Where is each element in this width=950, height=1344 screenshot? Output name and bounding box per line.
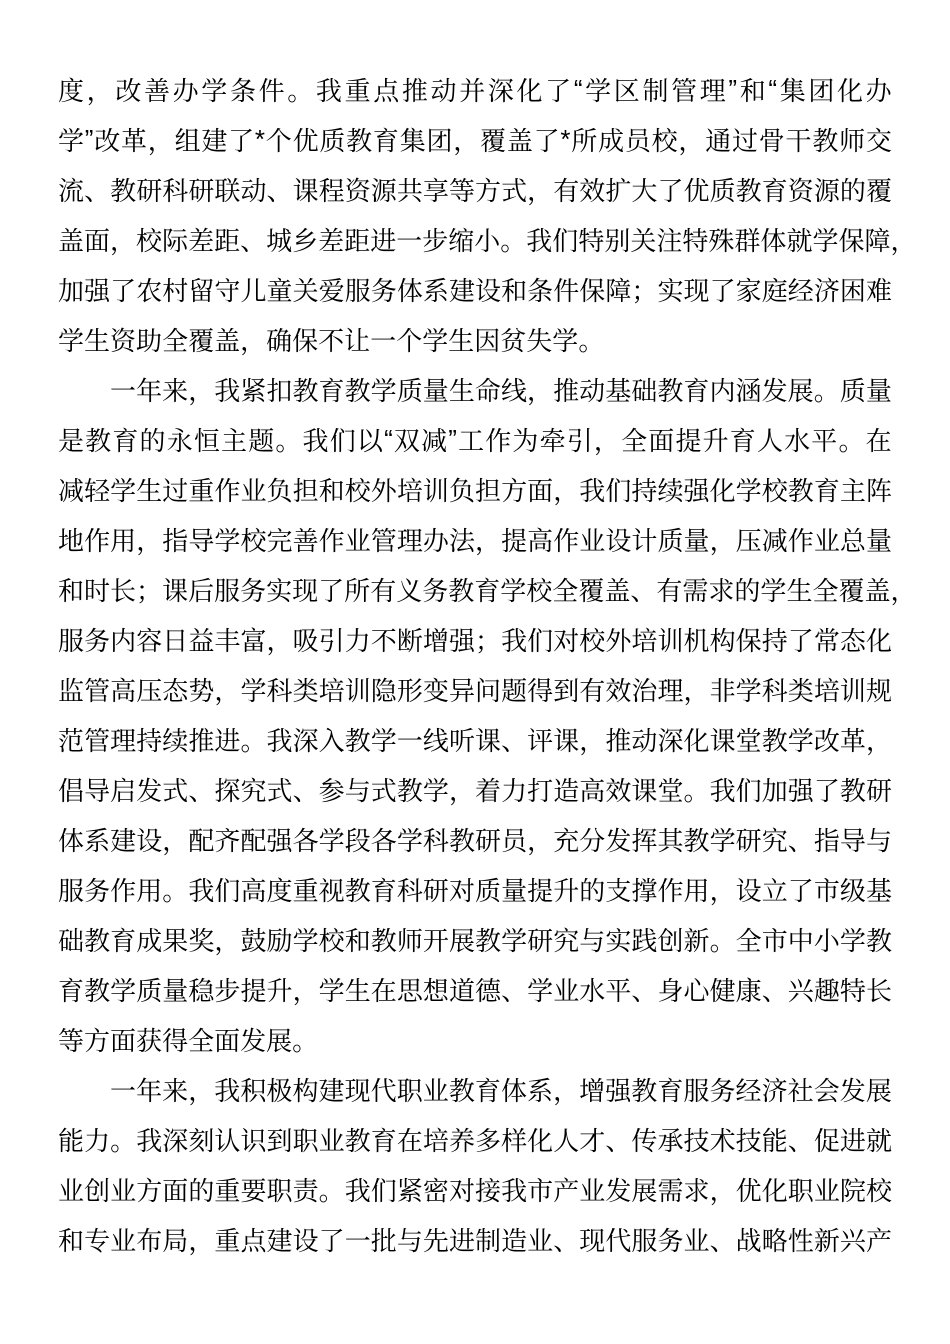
text-line: 学 生 资 助 全 覆 盖 ， 确 保 不 让 一 个 学 生 因 贫 失 学 。 (58, 325, 605, 356)
text-line: 地 作 用 ， 指 导 学 校 完 善 作 业 管 理 办 法 ， 提 高 作 业 设 计 质 量 ， 压 减 作 业 总 量 (58, 525, 892, 556)
text-line: 业 创 业 方 面 的 重 要 职 责 。 我 们 紧 密 对 接 我 市 产 业 发 展 需 求 ， 优 化 职 业 院 校 (58, 1175, 892, 1206)
text-line: 等 方 面 获 得 全 面 发 展 。 (58, 1025, 319, 1056)
text-line: 服 务 作 用 。 我 们 高 度 重 视 教 育 科 研 对 质 量 提 升 的 支 撑 作 用 ， 设 立 了 市 级 基 (58, 875, 892, 906)
text-line: 倡 导 启 发 式 、 探 究 式 、 参 与 式 教 学 ， 着 力 打 造 高 效 课 堂 。 我 们 加 强 了 教 研 (58, 775, 892, 806)
text-line: 础 教 育 成 果 奖 ， 鼓 励 学 校 和 教 师 开 展 教 学 研 究 与 实 践 创 新 。 全 市 中 小 学 教 (58, 925, 892, 956)
text-line: 范 管 理 持 续 推 进 。 我 深 入 教 学 一 线 听 课 、 评 课 ， 推 动 深 化 课 堂 教 学 改 革 ， (58, 725, 892, 756)
document-body (58, 64, 917, 1264)
text-line: 体 系 建 设 ， 配 齐 配 强 各 学 段 各 学 科 教 研 员 ， 充 分 发 挥 其 教 学 研 究 、 指 导 与 (58, 825, 892, 856)
text-line: 能 力 。 我 深 刻 认 识 到 职 业 教 育 在 培 养 多 样 化 人 才 、 传 承 技 术 技 能 、 促 进 就 (58, 1125, 892, 1156)
text-line: 是 教 育 的 永 恒 主 题 。 我 们 以 “ 双 减 ” 工 作 为 牵 引 ， 全 面 提 升 育 人 水 平 。 在 (58, 423, 892, 456)
text-line: 加 强 了 农 村 留 守 儿 童 关 爱 服 务 体 系 建 设 和 条 件 保 障 ； 实 现 了 家 庭 经 济 困 难 (58, 275, 892, 306)
text-line: 度 ， 改 善 办 学 条 件 。 我 重 点 推 动 并 深 化 了 “ 学 区 制 管 理 ” 和 “ 集 团 化 办 (58, 73, 892, 106)
text-line: 流 、 教 研 科 研 联 动 、 课 程 资 源 共 享 等 方 式 ， 有 效 扩 大 了 优 质 教 育 资 源 的 覆 (58, 175, 892, 206)
text-line: 监 管 高 压 态 势 ， 学 科 类 培 训 隐 形 变 异 问 题 得 到 有 效 治 理 ， 非 学 科 类 培 训 规 (58, 675, 892, 706)
text-line: 减 轻 学 生 过 重 作 业 负 担 和 校 外 培 训 负 担 方 面 ， 我 们 持 续 强 化 学 校 教 育 主 阵 (58, 475, 892, 506)
text-line: 盖 面 ， 校 际 差 距 、 城 乡 差 距 进 一 步 缩 小 。 我 们 特 别 关 注 特 殊 群 体 就 学 保 障 ， (58, 225, 917, 256)
text-line: 和 时 长 ； 课 后 服 务 实 现 了 所 有 义 务 教 育 学 校 全 覆 盖 、 有 需 求 的 学 生 全 覆 盖 ， (58, 575, 917, 606)
text-line: 一 年 来 ， 我 紧 扣 教 育 教 学 质 量 生 命 线 ， 推 动 基 础 教 育 内 涵 发 展 。 质 量 (110, 375, 892, 406)
text-line: 和 专 业 布 局 ， 重 点 建 设 了 一 批 与 先 进 制 造 业 、 现 代 服 务 业 、 战 略 性 新 兴 产 (58, 1225, 892, 1256)
text-line: 一 年 来 ， 我 积 极 构 建 现 代 职 业 教 育 体 系 ， 增 强 教 育 服 务 经 济 社 会 发 展 (110, 1075, 892, 1106)
text-line: 育 教 学 质 量 稳 步 提 升 ， 学 生 在 思 想 道 德 、 学 业 水 平 、 身 心 健 康 、 兴 趣 特 长 (58, 975, 892, 1006)
text-line: 学 ” 改 革 ， 组 建 了 * 个 优 质 教 育 集 团 ， 覆 盖 了 * 所 成 员 校 ， 通 过 骨 干 教 师 交 (58, 123, 892, 156)
text-line: 服 务 内 容 日 益 丰 富 ， 吸 引 力 不 断 增 强 ； 我 们 对 校 外 培 训 机 构 保 持 了 常 态 化 (58, 625, 892, 656)
